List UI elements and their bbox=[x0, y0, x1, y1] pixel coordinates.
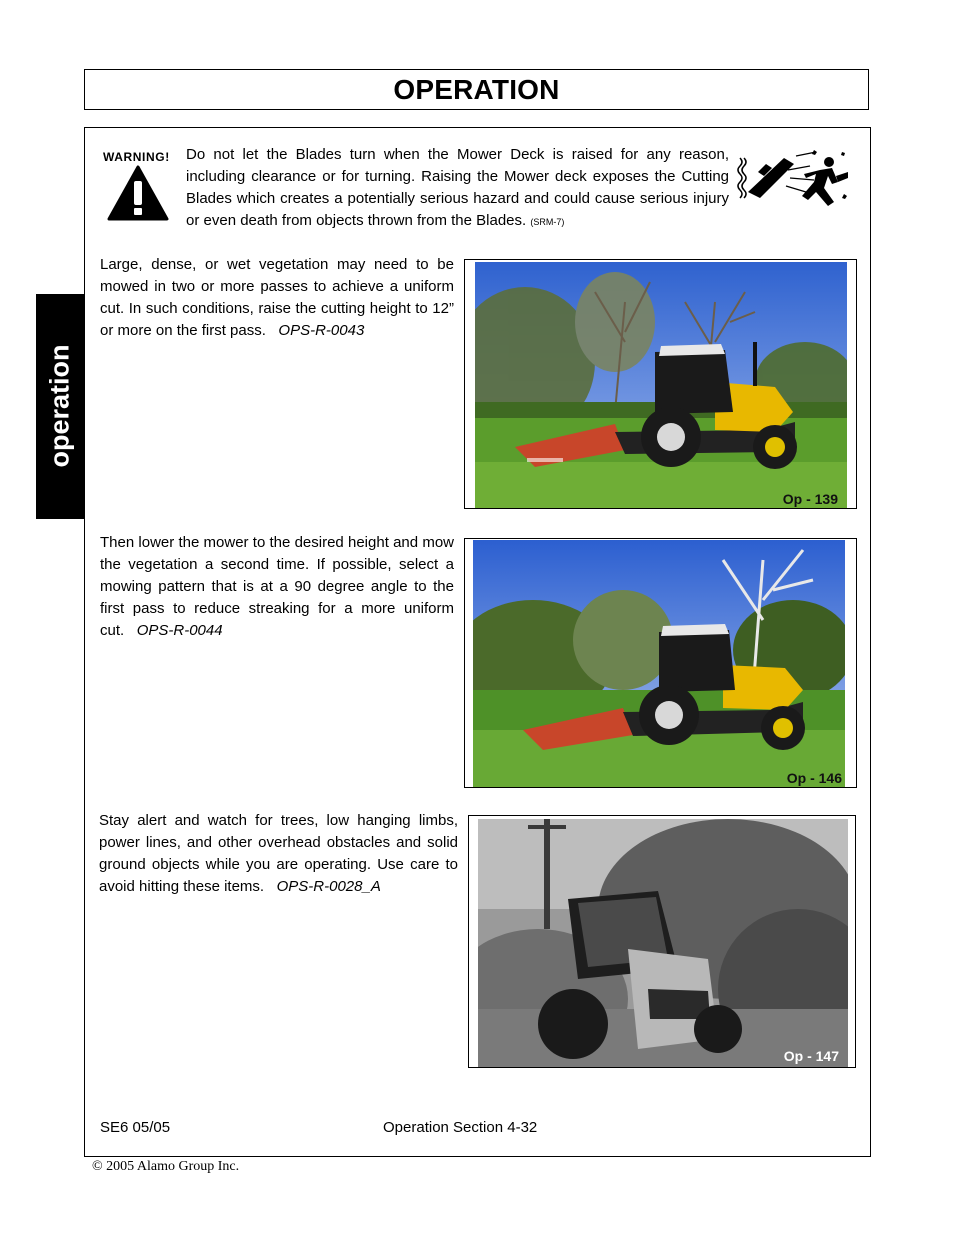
warning-text: Do not let the Blades turn when the Mower Deck is raised for any reason, including clearance or for turning. Raising the Mower deck exposes the Cutting Blades which creates a potentially serious hazard and could cause serious injury or even death from objects thrown from the Blades. bbox=[186, 146, 729, 229]
section-paragraph-1 bbox=[100, 254, 454, 342]
warning-text-block bbox=[186, 144, 729, 233]
paragraph-text: Then lower the mower to the desired height and mow the vegetation a second time. If possible, select a mowing pattern that is at a 90 degree angle to the first pass to reduce streaking for a more uniform cut. bbox=[100, 534, 454, 639]
footer-model-date: SE6 05/05 bbox=[100, 1119, 171, 1136]
thrown-object-hazard-icon bbox=[736, 148, 850, 210]
paragraph-ref: OPS-R-0044 bbox=[136, 622, 223, 639]
photo-caption: Op - 147 bbox=[783, 1048, 839, 1064]
page-title: OPERATION bbox=[393, 74, 560, 105]
tractor-near-trees-photo bbox=[478, 819, 848, 1067]
section-paragraph-3 bbox=[99, 810, 458, 898]
copyright-notice: © 2005 Alamo Group Inc. bbox=[92, 1159, 240, 1174]
section-side-tab bbox=[36, 294, 84, 519]
warning-triangle-icon bbox=[107, 165, 169, 221]
paragraph-text: Stay alert and watch for trees, low hanging limbs, power lines, and other overhead obstacles and solid ground objects while you are operating. Use care to avoid hitting these items. bbox=[99, 812, 458, 895]
photo-frame-op-139 bbox=[464, 259, 857, 509]
paragraph-text: Large, dense, or wet vegetation may need to be mowed in two or more passes to achieve a uniform cut. In such conditions, raise the cutting height to 12” or more on the first pass. bbox=[100, 256, 454, 339]
paragraph-ref: OPS-R-0028_A bbox=[276, 878, 381, 895]
side-tab-label: operation bbox=[44, 344, 75, 468]
photo-caption: Op - 139 bbox=[782, 491, 838, 507]
tractor-mowing-photo bbox=[475, 262, 847, 508]
paragraph-ref: OPS-R-0043 bbox=[278, 322, 365, 339]
photo-caption: Op - 146 bbox=[786, 770, 842, 786]
header-box bbox=[84, 69, 869, 110]
warning-label: WARNING! bbox=[103, 150, 170, 164]
photo-frame-op-146 bbox=[464, 538, 857, 788]
warning-ref: (SRM-7) bbox=[530, 217, 565, 227]
section-paragraph-2 bbox=[100, 532, 454, 642]
tractor-mowing-photo bbox=[473, 540, 845, 787]
footer-section-page: Operation Section 4-32 bbox=[383, 1119, 538, 1136]
photo-frame-op-147 bbox=[468, 815, 856, 1068]
